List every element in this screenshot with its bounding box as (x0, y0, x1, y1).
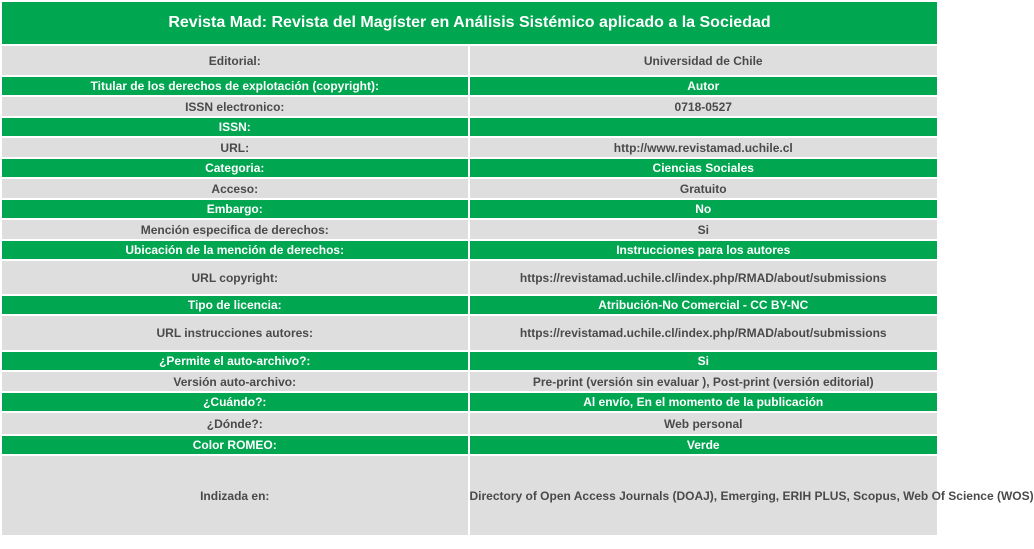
row-label: ¿Dónde?: (2, 413, 470, 436)
row-value: Directory of Open Access Journals (DOAJ), Emerging, ERIH PLUS, Scopus, Web Of Science (WOS) (470, 456, 938, 537)
row-issn-electronic (2, 97, 937, 118)
row-label: URL instrucciones autores: (2, 316, 470, 352)
row-when (2, 393, 937, 413)
row-label: Editorial: (2, 46, 470, 77)
row-embargo (2, 200, 937, 220)
row-value: Universidad de Chile (470, 46, 938, 77)
row-label: Ubicación de la mención de derechos: (2, 241, 470, 261)
row-value: Pre-print (versión sin evaluar ), Post-print (versión editorial) (470, 372, 938, 393)
row-copyright-holder (2, 77, 937, 97)
row-label: ¿Cuándo?: (2, 393, 470, 413)
row-label: Versión auto-archivo: (2, 372, 470, 393)
row-value: Autor (470, 77, 938, 97)
row-archiving-version (2, 372, 937, 393)
row-value-url[interactable]: https://revistamad.uchile.cl/index.php/RMAD/about/submissions (470, 261, 938, 296)
row-value: Si (470, 220, 938, 241)
row-indexed-in (2, 456, 937, 537)
row-where (2, 413, 937, 436)
row-rights-mention (2, 220, 937, 241)
row-category (2, 159, 937, 179)
row-label: Titular de los derechos de explotación (copyright): (2, 77, 470, 97)
row-label: Tipo de licencia: (2, 296, 470, 316)
row-value: Atribución-No Comercial - CC BY-NC (470, 296, 938, 316)
row-label: URL copyright: (2, 261, 470, 296)
journal-info-panel (2, 2, 1034, 547)
row-label: ISSN: (2, 118, 470, 138)
row-url-copyright (2, 261, 937, 296)
row-value-url[interactable]: https://revistamad.uchile.cl/index.php/RMAD/about/submissions (470, 316, 938, 352)
row-value: Gratuito (470, 179, 938, 200)
row-label: Embargo: (2, 200, 470, 220)
journal-title: Revista Mad: Revista del Magíster en Análisis Sistémico aplicado a la Sociedad (2, 2, 937, 46)
row-label: Mención especifica de derechos: (2, 220, 470, 241)
row-label: ¿Permite el auto-archivo?: (2, 352, 470, 372)
row-label: Indizada en: (2, 456, 470, 537)
row-rights-location (2, 241, 937, 261)
row-self-archiving (2, 352, 937, 372)
row-value: No (470, 200, 938, 220)
journal-info-table (2, 2, 1034, 537)
row-value: 0718-0527 (470, 97, 938, 118)
row-label: Acceso: (2, 179, 470, 200)
row-value-url[interactable]: http://www.revistamad.uchile.cl (470, 138, 938, 159)
row-value: Al envío, En el momento de la publicación (470, 393, 938, 413)
row-value: Web personal (470, 413, 938, 436)
row-value: Instrucciones para los autores (470, 241, 938, 261)
row-value: Verde (470, 436, 938, 456)
row-label: URL: (2, 138, 470, 159)
row-editorial (2, 46, 937, 77)
row-url-author-instructions (2, 316, 937, 352)
row-label: Categoria: (2, 159, 470, 179)
row-value: Ciencias Sociales (470, 159, 938, 179)
row-value (470, 118, 938, 138)
row-issn (2, 118, 937, 138)
row-label: Color ROMEO: (2, 436, 470, 456)
title-row (2, 2, 937, 46)
row-url (2, 138, 937, 159)
row-value: Si (470, 352, 938, 372)
row-label: ISSN electronico: (2, 97, 470, 118)
row-license-type (2, 296, 937, 316)
row-access (2, 179, 937, 200)
row-romeo-color (2, 436, 937, 456)
